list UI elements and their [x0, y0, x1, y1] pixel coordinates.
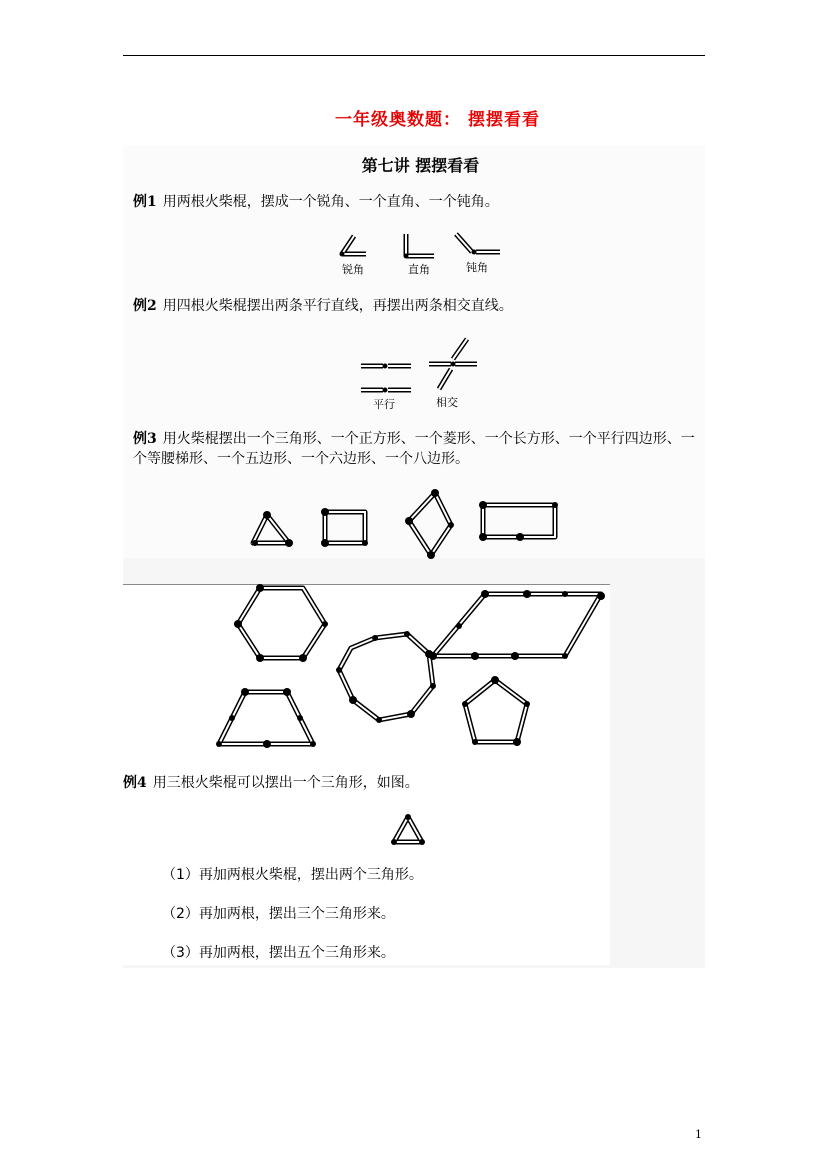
example-label: 例4: [123, 775, 147, 791]
question-1: （1）再加两根火柴棍，摆出两个三角形。: [162, 867, 423, 883]
caption-intersect: 相交: [436, 396, 458, 409]
shapes-row-2: [205, 582, 610, 754]
example-text: 用四根火柴棍摆出两条平行直线，再摆出两条相交直线。: [162, 298, 513, 314]
matchstick-triangle: [388, 812, 428, 848]
page-number: 1: [695, 1128, 702, 1141]
caption-right: 直角: [408, 263, 430, 276]
caption-acute: 锐角: [342, 263, 364, 276]
lines-figure: [355, 335, 485, 397]
lecture-title: 第七讲 摆摆看看: [361, 156, 480, 175]
example-4: [123, 773, 419, 793]
header-rule: [123, 55, 705, 56]
rhombus: [409, 493, 451, 555]
question-3: （3）再加两根，摆出五个三角形来。: [162, 945, 395, 961]
caption-obtuse: 钝角: [466, 261, 488, 274]
example-label: 例1: [133, 194, 157, 210]
example-label: 例3: [133, 431, 157, 447]
caption-parallel: 平行: [373, 398, 395, 411]
example-label: 例2: [133, 298, 157, 314]
example-text: 用三根火柴棍可以摆出一个三角形，如图。: [152, 775, 419, 791]
example-3: [133, 429, 703, 469]
rectangle: [483, 505, 555, 537]
example-text: 用两根火柴棍，摆成一个锐角、一个直角、一个钝角。: [162, 194, 499, 210]
shapes-row-1: [245, 485, 565, 560]
example-text: 用火柴棍摆出一个三角形、一个正方形、一个菱形、一个长方形、一个平行四边形、一个等腰梯形、一个五边形、一个六边形、一个八边形。: [133, 431, 695, 467]
pentagon: [465, 680, 527, 742]
hexagon: [238, 588, 325, 658]
example-2: [133, 296, 513, 316]
square: [325, 512, 365, 543]
question-2: （2）再加两根，摆出三个三角形来。: [162, 906, 395, 922]
page-title: 一年级奥数题： 摆摆看看: [335, 110, 540, 130]
example-1: [133, 192, 499, 212]
